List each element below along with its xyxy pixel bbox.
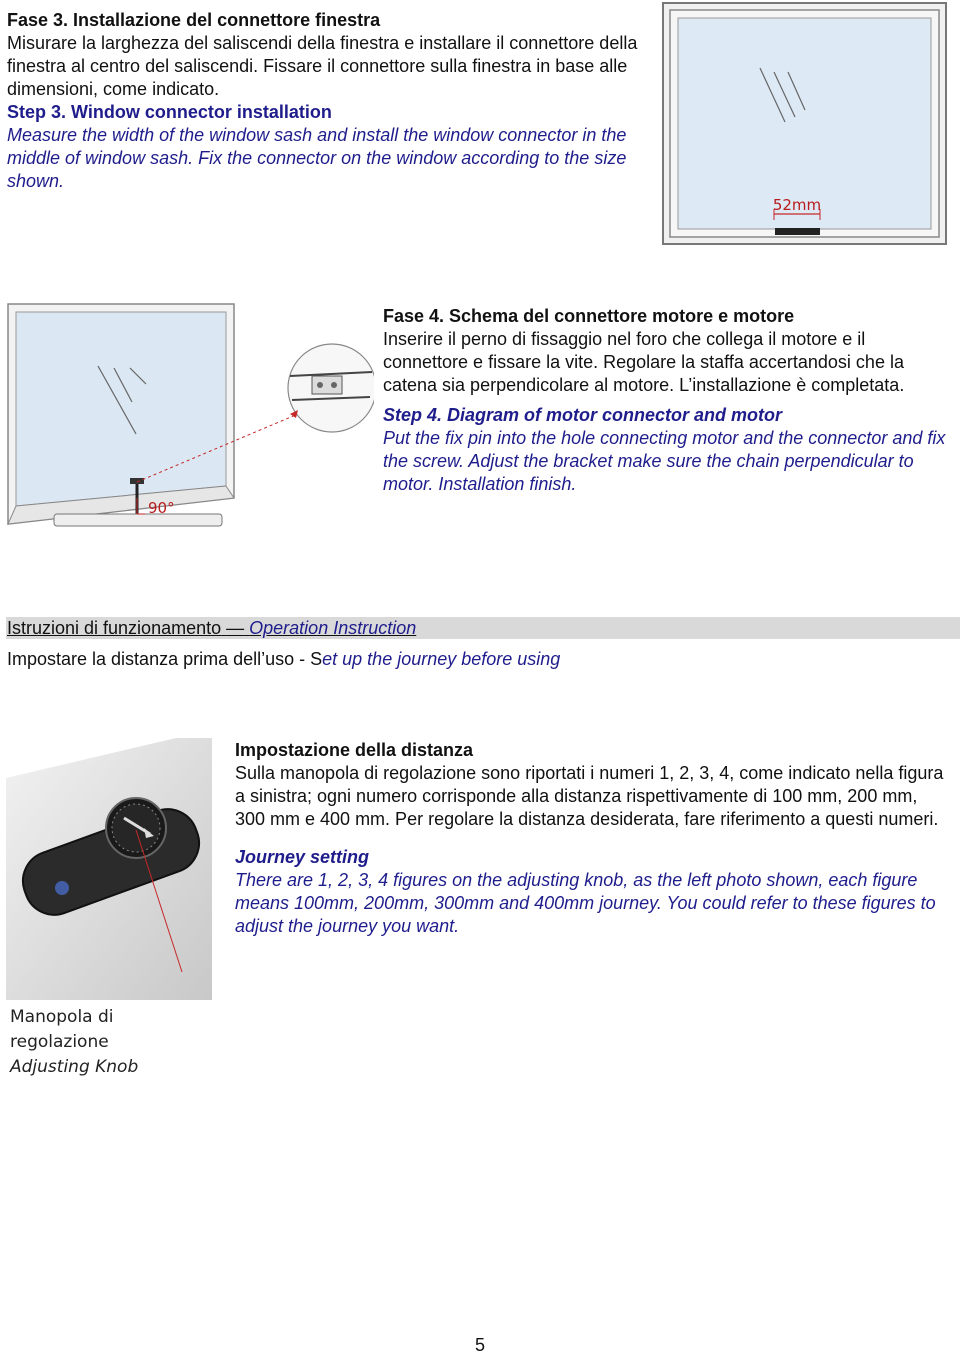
step3-en-title: Step 3. Window connector installation: [7, 102, 332, 122]
step3-en-body: Measure the width of the window sash and install the window connector in the middle of window sash. Fix the connector on the window according to the size shown.: [7, 125, 627, 191]
journey-en-title: Journey setting: [235, 847, 370, 867]
section-subtitle-en: et up the journey before using: [322, 649, 561, 669]
step4-it-body: Inserire il perno di fissaggio nel foro che collega il motore e il connettore e fissare la vite. Regolare la staffa accertandosi che la catena sia perpendicolare al motore. L’installazione è completata.: [383, 329, 905, 395]
step4-en-title: Step 4. Diagram of motor connector and motor: [383, 405, 783, 425]
knob-illustration: [6, 738, 212, 1000]
step3-it-title: Fase 3. Installazione del connettore finestra: [7, 10, 381, 30]
section-subtitle: [7, 648, 560, 671]
section-heading: [7, 617, 416, 639]
section-subtitle-it: Impostare la distanza prima dell’uso - S: [7, 649, 323, 669]
journey-it-body: Sulla manopola di regolazione sono riportati i numeri 1, 2, 3, 4, come indicato nella figura a sinistra; ogni numero corrisponde alla distanza rispettivamente di 100 mm, 200 mm, 300 mm e 400 mm. Per regolare la distanza desiderata, fare riferimento a questi numeri.: [235, 763, 944, 829]
dimension-label: 52mm: [772, 196, 822, 214]
step3-it-body: Misurare la larghezza del saliscendi della finestra e installare il connettore della finestra al centro del saliscendi. Fissare il connettore sulla finestra in base alle dimensioni, come indicato.: [7, 33, 638, 99]
angle-label: 90°: [148, 499, 175, 517]
window-connector-figure: [662, 2, 948, 246]
section-heading-en: Operation Instruction: [249, 618, 417, 638]
knob-label-it: Manopola di regolazione: [10, 1007, 114, 1052]
motor-connector-figure: [6, 302, 374, 534]
knob-label-en: Adjusting Knob: [10, 1057, 139, 1077]
step4-text: [383, 305, 955, 496]
page-number: 5: [474, 1335, 485, 1355]
journey-it-title: Impostazione della distanza: [235, 740, 474, 760]
step3-text: [7, 9, 662, 193]
step4-en-body: Put the fix pin into the hole connecting motor and the connector and fix the screw. Adjust the bracket make sure the chain perpendicular to motor. Installation finish.: [383, 428, 946, 494]
journey-text: [235, 739, 947, 938]
section-heading-it: Istruzioni di funzionamento: [7, 618, 222, 638]
section-heading-dash: —: [226, 618, 245, 638]
step4-it-title: Fase 4. Schema del connettore motore e motore: [383, 306, 795, 326]
journey-en-body: There are 1, 2, 3, 4 figures on the adjusting knob, as the left photo shown, each figure means 100mm, 200mm, 300mm and 400mm journey. You could refer to these figures to adjust the journey you want.: [235, 870, 936, 936]
adjusting-knob-photo: [6, 738, 212, 1077]
